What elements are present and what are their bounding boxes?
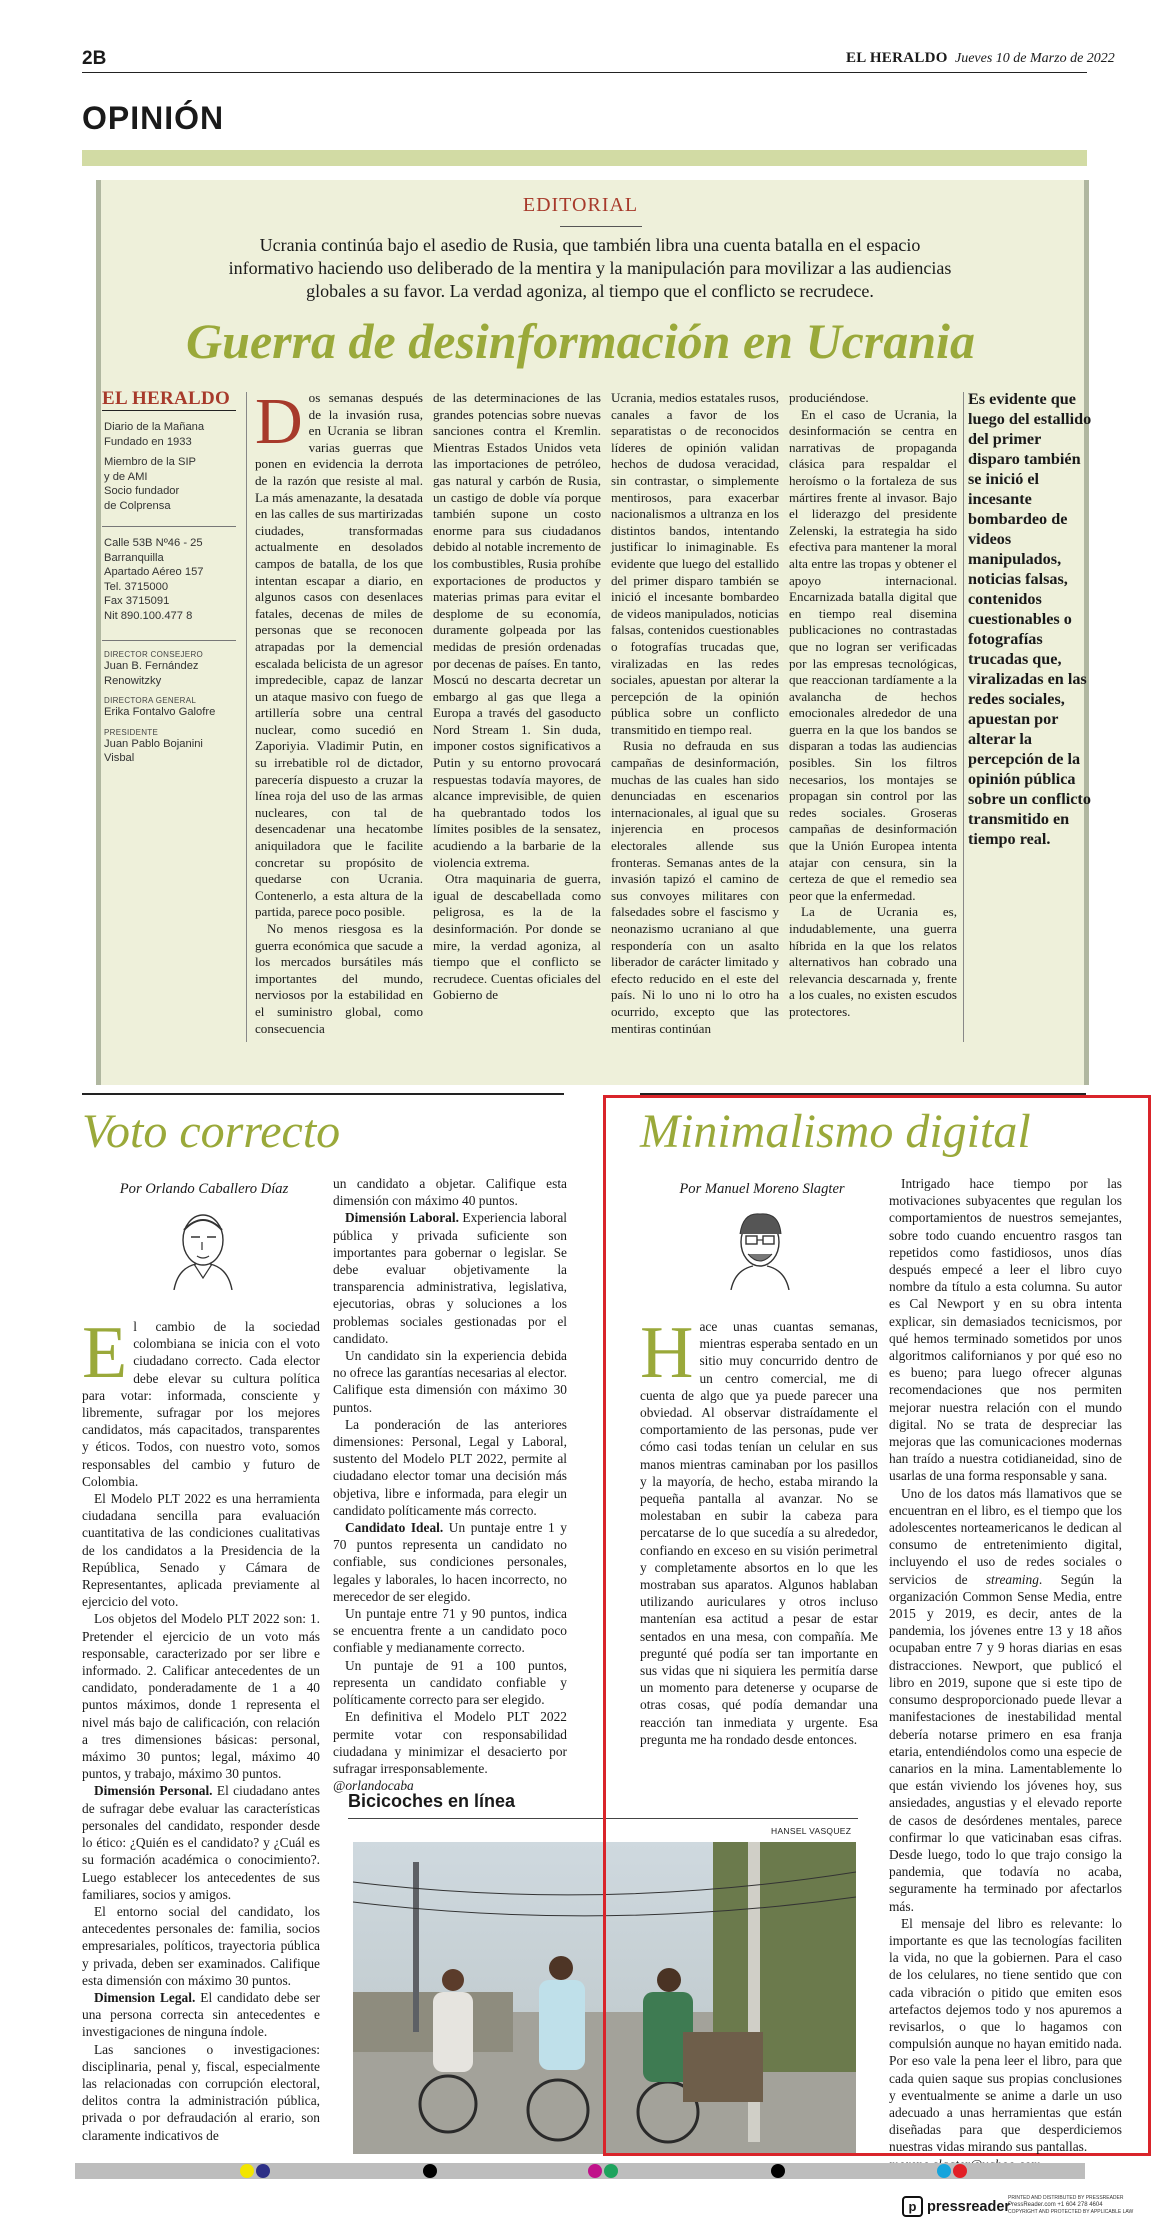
minimalismo-author-sketch (721, 1204, 799, 1290)
minimalismo-dropcap: H (640, 1312, 694, 1394)
masthead-info-2: Miembro de la SIP y de AMI Socio fundador de Colprensa (104, 456, 197, 512)
registration-dot-magenta (588, 2164, 602, 2178)
editorial-col-1: D os semanas después de la invasión rusa, en Ucrania se libran varias guerras que ponen en evidencia la derrota de la razón que resiste al mal. La más amenazante, la desatada en las calles de sus martirizadas ciudades, transformadas actualmente en desolados campos de batalla, de los que intentan escapar a diario, en algunos casos con desenlaces fatales, decenas de miles de personas que se reconocen atrapadas por la demencial escalada belicista de un agresor impredecible, capaz de lanzar un ataque masivo con fuego de artillería sobre una central nuclear, como sucedió en Zaporiyia. Vladimir Putin, en su irrebatible rol de dictador, parecería dispuesto a cruzar la línea roja del uso de las armas nucleares, con tal de desencadenar una hecatombe aniquiladora que le facilite concretar su propósito de quedarse con Ucrania. Contenerlo, a esta altura de la partida, parece poco posible. No menos riesgosa es la guerra económica que sacude a los mercados bursátiles más importantes del mundo, nerviosos por la estabilidad en el suministro global, como consecuencia (255, 385, 423, 1036)
kicker-rule (560, 226, 642, 227)
registration-dot-black (423, 2164, 437, 2178)
minimalismo-col-1: H ace unas cuantas semanas, mientras esperaba sentado en un sitio muy concurrido dentro de un centro comercial, me di cuenta de algo que ya puede parecer una obviedad. Al observar distraídamente el comportamiento de las personas, pude ver cómo casi todas tenían un celular en sus manos mientras caminaban por los pasillos y la mayoría, de hecho, estaba mirando la pequeña pantalla al avanzar. No se molestaban en subir la cabeza para percatarse de lo que sucedía a su alrededor, confiando en exceso en su visión perimetral y completamente absortos en lo que les mostraban sus aparatos. Algunos hablaban utilizando auriculares y otros incluso mantenían esa actitud a pesar de estar sentados en una mesa, con compañía. Me pregunté qué podía ser tan importante en sus vidas que ni siquiera les permitía darse un momento para detenerse y ocuparse de otras cosas, qué podía demandar una reacción tan inmediata y urgente. Esa pregunta me ha rondado desde entonces. (640, 1312, 878, 1747)
masthead-rule (102, 410, 236, 411)
minimalismo-col-2: Intrigado hace tiempo por las motivaciones subyacentes que regulan los comportamientos de nuestros semejantes, sobre todo cuando encuentro rasgos tan repetidos como fastidiosos, unos días después empecé a leer el libro cuyo nombre da título a esta columna. Su autor es Cal Newport y en su obra intenta explicar, sin demasiados tecnicismos, por qué hemos terminado sometidos por unos algoritmos californianos y por qué eso no es bueno; para luego ofrecer algunas recomendaciones que nos permiten mejorar nuestra relación con el mundo digital. No se trata de despreciar las mejoras que las comunicaciones modernas han traído a nuestra cotidianeidad, sino de usarlas de una forma responsable y sana. Uno de los datos más llamativos que se encuentran en el libro, es el tiempo que los adolescentes norteamericanos le dedican al consumo de entretenimiento digital, incluyendo el uso de redes sociales o servicios de streaming. Según la organización Common Sense Media, entre 2015 y 2019, es decir, antes de la pandemia, los jóvenes entre 13 y 18 años ocupaban entre 7 y 9 horas diarias en esas distracciones. Newport, que publicó el libro en 2019, supone que si este tipo de consumo desproporcionado puede llevar a manifestaciones de inestabilidad mental debería notarse primero en esa franja etaria, entendiéndolos como una especie de canarios en la mina. Lamentablemente lo que están viviendo los jóvenes hoy, sus ansiedades, angustias y el elevado reporte de casos de desórdenes mentales, parece confirmar lo que vaticinaban esas cifras. Desde luego, todo lo que trajo consigo la pandemia, que todavía no acaba, seguramente ha terminado por afectarlos más. El mensaje del libro es relevante: lo importante es que las tecnologías faciliten la vida, no que la gobiernen. Para el caso de los celulares, no tiene sentido que con cada vibración o pitido que emiten esos artefactos dejemos todo y nos apuremos a revisarlos, o que lo hagamos con compulsión aunque no hayan emitido nada. Por eso vale la pena leer el libro, para que cada quien saque sus propias conclusiones y eventualmente se anime a darle un uso adecuado a unas herramientas que están diseñadas para que desperdiciemos nuestras vidas mirando sus pantallas. (889, 1175, 1122, 2173)
masthead-divider (246, 392, 247, 1042)
voto-author-sketch (164, 1204, 242, 1290)
minimalismo-top-rule (640, 1093, 1086, 1095)
section-bar (82, 150, 1087, 166)
pressreader-legal: PRINTED AND DISTRIBUTED BY PRESSREADER PressReader.com +1 604 278 4604 COPYRIGHT AND PROTECTED BY APPLICABLE LAW (1008, 2195, 1134, 2215)
voto-col-2: un candidato a objetar. Califique esta dimensión con máximo 40 puntos. Dimensión Laboral. Experiencia laboral pública y privada suficiente son importantes para gobernar o legislar. Se debe evaluar objetivamente la transparencia administrativa, legislativa, ejecutorias, obras y soluciones a los problemas sociales gestionadas por el candidato. Un candidato sin la experiencia debida no ofrece las garantías necesarias al elector. Califique esta dimensión con máximo 30 puntos. La ponderación de las anteriores dimensiones: Personal, Legal y Laboral, sustento del Modelo PLT 2022, permite al ciudadano elector tomar una decisión más objetiva, libre e informada, para elegir un candidato políticamente más correcto. Candidato Ideal. Un puntaje entre 1 y 70 puntos representa un candidato no confiable, sus condiciones personales, legales y laborales, lo hacen incorrecto, no merecedor de ser elegido. Un puntaje entre 71 y 90 puntos, indica se encuentra frente a un candidato poco confiable y medianamente correcto. Un puntaje de 91 a 100 puntos, representa un candidato confiable y políticamente correcto para ser elegido. En definitiva el Modelo PLT 2022 permite votar con responsabilidad ciudadana y minimizar el desacierto por sufragar irresponsablemente. @orlandocaba (333, 1176, 567, 1794)
editorial-col-4: produciéndose. En el caso de Ucrania, la desinformación se centra en narrativas de propaganda clásica para respaldar el heroísmo o la fortaleza de sus mártires frente al invasor. Bajo el liderazgo del presidente Zelenski, la estrategia ha sido efectiva para mantener la moral alta entre las tropas y obtener el apoyo internacional. Encarnizada batalla digital que en tiempo real disemina publicaciones no contrastadas que no logran ser verificadas por las empresas tecnológicas, que reaccionan tardíamente a la avalancha de hechos emocionales alrededor de una guerra en la que los bandos se disparan a todas las audiencias posibles. Sin los filtros necesarios, los montajes se propagan sin control por las redes sociales. Groseras campañas de desinformación que la Unión Europea intenta atajar con censura, sin la certeza de que el remedio sea peor que la enfermedad. La de Ucrania es, indudablemente, una guerra híbrida en la que los relatos alternativos han cobrado una relevancia descarnada y, frente a los cuales, no existen escudos protectores. (789, 390, 957, 1019)
registration-dot-black-2 (771, 2164, 785, 2178)
registration-dot-yellow (240, 2164, 254, 2178)
section-title: OPINIÓN (82, 100, 225, 136)
masthead-staff: DIRECTOR CONSEJERO Juan B. Fernández Renowitzky DIRECTORA GENERAL Erika Fontalvo Galofre PRESIDENTE Juan Pablo Bojanini Visbal (104, 650, 216, 764)
editorial-dropcap: D (255, 385, 303, 458)
voto-handle: @orlandocaba (333, 1778, 414, 1794)
masthead-rule-2 (102, 526, 236, 527)
issue-date: Jueves 10 de Marzo de 2022 (955, 51, 1115, 66)
photo-title: Bicicoches en línea (348, 1791, 516, 1811)
masthead-logo: EL HERALDO (102, 388, 231, 409)
page-number: 2B (82, 48, 107, 69)
registration-color-bar (75, 2163, 1085, 2179)
pullquote-divider (963, 392, 964, 1042)
pressreader-wordmark: pressreader (927, 2198, 1011, 2215)
pressreader-logo[interactable] (902, 2196, 1010, 2217)
voto-col-1: E l cambio de la sociedad colombiana se inicia con el voto ciudadano correcto. Cada elector debe elevar su cultura política para votar: informada, consciente y libremente, sufragar por los mejores candidatos, más capacitados, transparentes y éticos. Todos, con nuestro voto, somos responsables del cambio y futuro de Colombia. El Modelo PLT 2022 es una herramienta ciudadana sencilla para evaluación cuantitativa de las condiciones cualitativas de los candidatos a la Presidencia de la República, Senado y Cámara de Representantes, aplicada previamente al ejercicio del voto. Los objetos del Modelo PLT 2022 son: 1. Pretender el ejercicio de un voto más responsable, caracterizado por ser libre e informado. 2. Calificar antecedentes de un candidato, ponderadamente de 1 a 40 puntos máximos, donde 1 representa el nivel más bajo de calificación, con relación a tres dimensiones básicas: personal, máximo 30 puntos; legal, máximo 40 puntos, y trabajo, máximo 30 puntos. Dimensión Personal. El ciudadano antes de sufragar debe evaluar las características personales del candidato, responder desde lo ético: ¿Quién es el candidato? y ¿Cuál es su formación académica o conocimiento?. Luego establecer los antecedentes de sus familiares, socios y amigos. El entorno social del candidato, los antecedentes personales de: familia, socios empresariales, políticos, trayectoria pública y privada, deben ser examinados. Califique esta dimensión con máximo 30 puntos. Dimension Legal. El candidato debe ser una persona correcta sin antecedentes e investigaciones de ninguna índole. Las sanciones o investigaciones: disciplinaria, penal y, fiscal, especialmente las relacionadas con corrupción electoral, delitos contra la administración pública, privada o por defraudación al erario, son claramente indicativos de (82, 1312, 321, 2143)
editorial-kicker: EDITORIAL (522, 194, 639, 216)
editorial-deck: Ucrania continúa bajo el asedio de Rusia, que también libra una cuenta batalla en el espacio informativo haciendo uso deliberado de la mentira y la manipulación para movilizar a las audiencias globales a su favor. La verdad agoniza, al tiempo que el conflicto se recrudece. (228, 235, 952, 301)
minimalismo-byline: Por Manuel Moreno Slagter (679, 1181, 845, 1197)
paper-name: EL HERALDO (846, 50, 948, 66)
voto-top-rule (82, 1093, 564, 1095)
editorial-pullquote: Es evidente que luego del estallido del primer disparo también se inició el incesante bombardeo de videos manipulados, noticias falsas, contenidos cuestionables o fotografías trucadas que, viralizadas en las redes sociales, apuestan por alterar la percepción de la opinión pública sobre un conflicto transmitido en tiempo real. (968, 390, 1092, 848)
minimalismo-headline: Minimalismo digital (640, 1105, 1031, 1158)
registration-dot-green (604, 2164, 618, 2178)
registration-dot-navy (256, 2164, 270, 2178)
voto-byline: Por Orlando Caballero Díaz (119, 1181, 289, 1197)
registration-dot-cyan (937, 2164, 951, 2178)
photo-credit: HANSEL VASQUEZ (771, 1826, 852, 1836)
voto-dropcap: E (82, 1312, 128, 1394)
pressreader-icon: p (902, 2196, 923, 2217)
masthead-address: Calle 53B Nº46 - 25 Barranquilla Apartado Aéreo 157 Tel. 3715000 Fax 3715091 Nit 890.100.477 8 (104, 537, 204, 622)
masthead-info-1: Diario de la Mañana Fundado en 1933 (104, 421, 205, 448)
masthead-rule-3 (102, 640, 236, 641)
header-rule (82, 72, 1087, 73)
voto-headline: Voto correcto (82, 1105, 341, 1158)
registration-dot-red (953, 2164, 967, 2178)
editorial-col-2: de las determinaciones de las grandes potencias sobre nuevas sanciones contra el Kremlin. Mientras Estados Unidos veta las importaciones de petróleo, gas natural y carbón de Rusia, un castigo de doble vía porque también supone un costo enorme para sus ciudadanos debido al notable incremento de los combustibles, Rusia prohíbe exportaciones de productos y materias primas para evitar el desplome de su economía, duramente golpeada por las medidas de presión ordenadas por decenas de países. En tanto, Moscú no descarta decretar un embargo al gas que llega a Europa a través del gasoducto Nord Stream 1. Sin duda, imponer costos significativos a Putin y su entorno provocará respuestas todavía mayores, de alcance imprevisible, de quien ha quebrantado todos los límites posibles de la sensatez, acudiendo a la barbarie de la violencia extrema. Otra maquinaria de guerra, igual de descabellada como peligrosa, es la de la desinformación. Por donde se mire, la verdad agoniza, al tiempo que el conflicto se recrudece. Cuentas oficiales del Gobierno de (433, 390, 601, 1003)
editorial-headline: Guerra de desinformación en Ucrania (186, 313, 975, 369)
editorial-col-3: Ucrania, medios estatales rusos, canales a favor de los separatistas o de reconocidos líderes de opinión validan hechos de dudosa veracidad, sin contrastar, o simplemente mentirosos, para exacerbar nacionalismos a ultranza en los distintos bandos, intentando justificar lo inimaginable. Es evidente que luego del estallido del primer disparo también se inició el incesante bombardeo de videos manipulados, noticias falsas, contenidos cuestionables o fotografías trucadas que, viralizadas en las redes sociales, apuestan por alterar la percepción de la opinión pública sobre un conflicto transmitido en tiempo real. Rusia no defrauda en sus campañas de desinformación, muchas de las cuales han sido denunciadas en escenarios internacionales, al igual que su injerencia en procesos electorales allende sus fronteras. Semanas antes de la invasión tapizó el camino de sus convoyes militares con falsedades sobre el fascismo y neonazismo ucraniano al que respondería con un asalto liberador de carácter limitado y efecto reducido en el este del país. Ni lo uno ni lo otro ha ocurrido, excepto que las mentiras continúan (611, 390, 779, 1036)
